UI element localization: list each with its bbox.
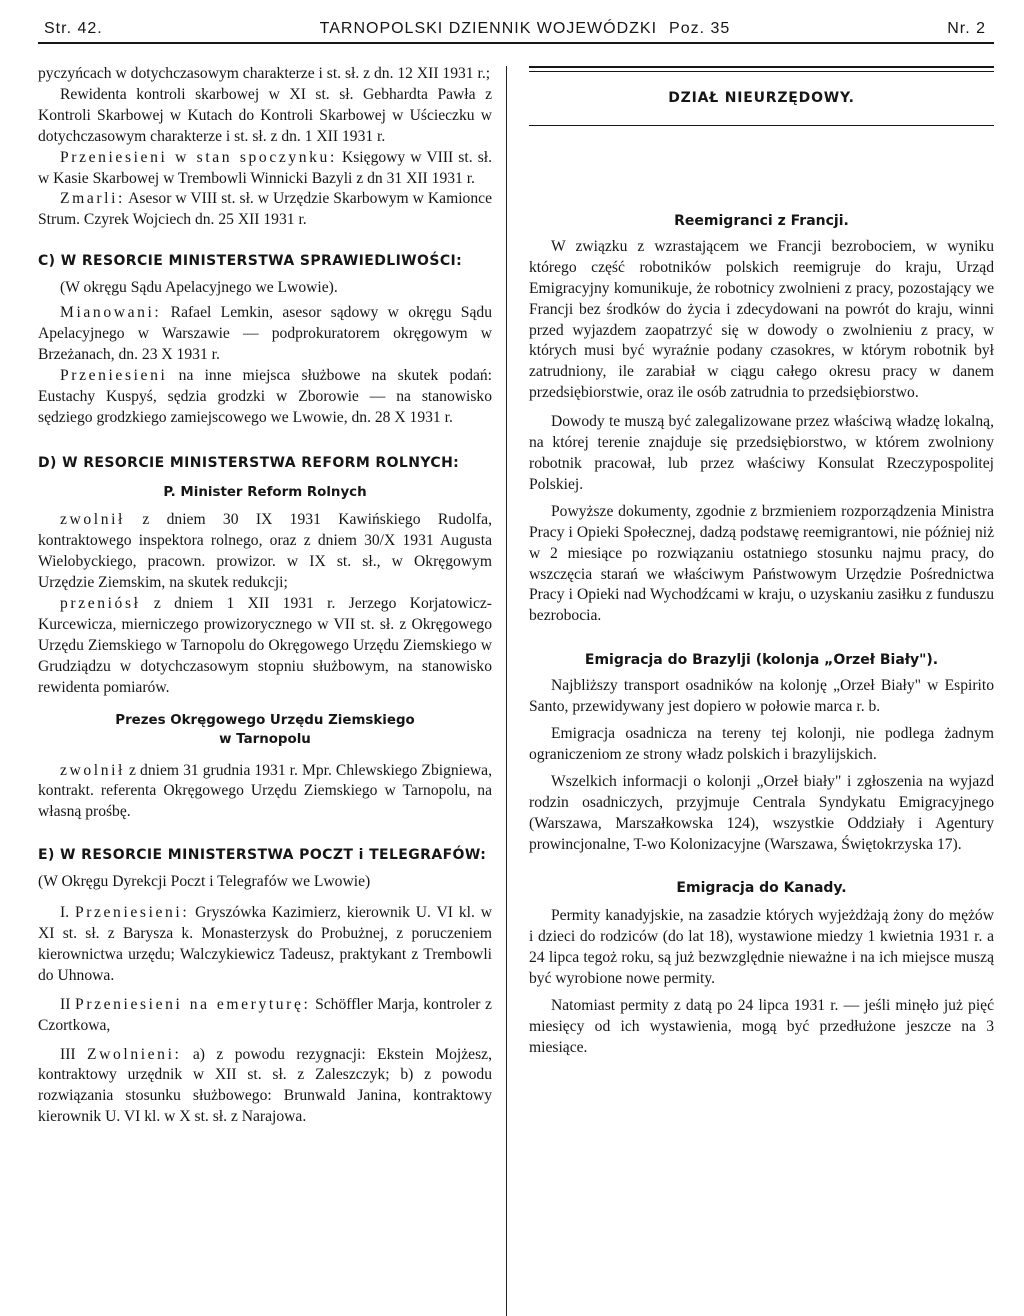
lead-word: Mianowani:	[60, 304, 162, 322]
paragraph: pyczyńcach w dotychczasowym charakterze i st. sł. z dn. 12 XII 1931 r.;	[38, 65, 491, 82]
lead-word: Przeniesieni na emeryturę:	[75, 995, 311, 1013]
paragraph: Permity kanadyjskie, na zasadzie których wyjeżdżają żony do mężów i dzieci do rodziców (do lat 18), wystawione miedzy 1 kwietnia 1931 r. a 24 lipca tegoż roku, są już bezwzględnie nieważne i na ich miejsce muszą być wyrobione nowe permity.	[529, 907, 994, 988]
section-subheading: (W okręgu Sądu Apelacyjnego we Lwowie).	[60, 279, 338, 297]
paragraph: Emigracja osadnicza na tereny tej kolonji, nie podlega żadnym ograniczeniom ze strony władz polskich i brazylijskich.	[529, 725, 994, 763]
paragraph: Przeniesieni na inne miejsca służbowe na skutek podań: Eustachy Kuspyś, sędzia grodzki w Zborowie — na stanowisko sędziego grodzkiego zamiejscowego we Lwowie, dn. 28 X 1931 r.	[38, 366, 492, 426]
lead-word: zwolnił	[60, 511, 125, 529]
paragraph: przeniósł z dniem 1 XII 1931 r. Jerzego Korjatowicz-Kurcewicza, mierniczego prowizorycznego w VII st. sł. z Okręgowego Urzędu Ziemskiego w Tarnopolu do Okręgowego Urzędu Ziemskiego w Grudziądzu w dotychczasowym stopniu służbowym, na stanowisko rewidenta pomiarów.	[38, 595, 492, 696]
lead-word: zwolnił	[60, 761, 125, 779]
paragraph: Najbliższy transport osadników na kolonję „Orzeł Biały" w Espirito Santo, przewidywany jest dopiero w połowie marca r. b.	[529, 677, 994, 716]
paragraph: I. Przeniesieni: Gryszówka Kazimierz, kierownik U. VI kl. w XI st. sł. z Barysza k. Monasterzysk do Probużnej, z poruczeniem kierownictwa urzędu; Walczykiewicz Tadeusz, praktykant z Trembowli do Uhnowa.	[38, 904, 492, 984]
lead-word: Przeniesieni	[60, 366, 168, 384]
lead-word: przeniósł	[60, 595, 141, 613]
header-center	[320, 20, 731, 38]
columns	[38, 64, 994, 1316]
lead-word: Zmarli:	[60, 190, 125, 208]
minister-heading: P. Minister Reform Rolnych	[163, 485, 367, 501]
paragraph: II Przeniesieni na emeryturę: Schöffler Marja, kontroler z Czortkowa,	[38, 995, 492, 1034]
section-heading-e: E) W RESORCIE MINISTERSTWA POCZT i TELEGRAFÓW:	[38, 847, 487, 864]
heading-kanada: Emigracja do Kanady.	[676, 880, 847, 897]
section-subheading: (W Okręgu Dyrekcji Poczt i Telegrafów we Lwowie)	[38, 873, 371, 891]
paragraph: Wszelkich informacji o kolonji „Orzeł biały" i zgłoszenia na wyjazd rodzin osadniczych, przyjmuje Centrala Syndykatu Emigracyjnego (Warszawa, Marszałkowska 124), wszystkie Oddziały i Agentury prowincjonalne, T-wo Kolonizacyjne (Warszawa, Świętokrzyska 17).	[529, 772, 994, 853]
lead-word: Zwolnieni:	[87, 1045, 182, 1063]
section-title-nonofficial: DZIAŁ NIEURZĘDOWY.	[668, 90, 855, 106]
lead-word: Przeniesieni w stan spoczynku:	[60, 148, 337, 166]
paragraph: Przeniesieni w stan spoczynku: Księgowy w VIII st. sł. w Kasie Skarbowej w Trembowli Winnicki Bazyli z dn 31 XII 1931 r.	[38, 148, 492, 187]
lead-word: Przeniesieni:	[74, 904, 190, 922]
paragraph: zwolnił z dniem 30 IX 1931 Kawińskiego Rudolfa, kontraktowego inspektora rolnego, oraz z dniem 30/X 1931 Augusta Wielobyckiego, pracown. prowizor. w IX st. sł., w Okręgowym Urzędzie Ziemskim, na skutek redukcji;	[38, 511, 492, 592]
page-number: Str. 42.	[44, 20, 103, 37]
running-header	[38, 12, 994, 44]
section-heading-d: D) W RESORCIE MINISTERSTWA REFORM ROLNYCH:	[38, 454, 460, 471]
paragraph: zwolnił z dniem 31 grudnia 1931 r. Mpr. Chlewskiego Zbigniewa, kontrakt. referenta Okręgowego Urzędu Ziemskiego w Tarnopolu, na własną prośbę.	[38, 761, 492, 821]
issue-number: Nr. 2	[947, 20, 986, 37]
section-heading-c: C) W RESORCIE MINISTERSTWA SPRAWIEDLIWOŚCI:	[38, 253, 463, 270]
paragraph: Mianowani: Rafael Lemkin, asesor sądowy w okręgu Sądu Apelacyjnego w Warszawie — podprokuratorem okręgowym w Brzeżanach, dn. 23 X 1931 r.	[38, 304, 492, 363]
prezes-heading: Prezes Okręgowego Urzędu Ziemskiego w Tarnopolu	[115, 712, 415, 747]
left-column	[38, 64, 506, 1316]
rule-bottom	[529, 125, 994, 128]
journal-title: TARNOPOLSKI DZIENNIK WOJEWÓDZKI	[319, 20, 658, 37]
heading-reemigranci: Reemigranci z Francji.	[674, 212, 849, 229]
paragraph: Natomiast permity z datą po 24 lipca 1931 r. — jeśli minęło już pięć miesięcy od ich wystawienia, mogą być przedłużone jeszcze na 3 miesiące.	[529, 997, 994, 1056]
paragraph: Zmarli: Asesor w VIII st. sł. w Urzędzie Skarbowym w Kamionce Strum. Czyrek Wojciech dn. 25 XII 1931 r.	[38, 190, 492, 229]
position-number: Poz. 35	[669, 20, 731, 37]
rule-top	[529, 66, 994, 72]
right-column	[507, 64, 994, 1316]
paragraph: III Zwolnieni: a) z powodu rezygnacji: Ekstein Mojżesz, kontraktowy urzędnik w XII st. sł. z Zaleszczyk; b) z powodu rozwiązania stosunku służbowego: Brunwald Janina, kontraktowy kierownik U. VI kl. w X st. sł. z Narajowa.	[38, 1045, 492, 1126]
paragraph: Powyższe dokumenty, zgodnie z brzmieniem rozporządzenia Ministra Pracy i Opieki Społecznej, dadzą podstawę reemigrantowi, nie później niż w 2 miesiące po rozwiązaniu ostatniego stosunku najmu pracy, do wszczęcia starań we właściwym Państwowym Urzędzie Pośrednictwa Pracy i Opieki nad Wychodźcami w kraju, o uzyskaniu zasiłku z funduszu bezrobocia.	[529, 502, 994, 625]
paragraph: Dowody te muszą być zalegalizowane przez właściwą władzę lokalną, na której terenie znajduje się przedsiębiorstwo, w którem zwolniony robotnik pracował, lub przez właściwy Konsulat Rzeczypospolitej Polskiej.	[529, 413, 994, 493]
heading-brazylja: Emigracja do Brazylji (kolonja „Orzeł Biały").	[584, 652, 939, 669]
paragraph: W związku z wzrastającem we Francji bezrobociem, w wyniku którego część robotników polskich reemigruje do kraju, Urząd Emigracyjny komunikuje, że robotnicy zwolnieni z pracy, pozostający we Francji bez środków do życia i zdecydowani na powrót do kraju, winni przed wyjazdem zaopatrzyć się w dowody o zwolnieniu z pracy, w których musi być wyraźnie podany czasokres, w którym robotnik był zatrudniony, ile zarabiał w ciągu całego okresu pracy w danem przedsiębiorstwie, oraz ile osób zatrudnia to przedsiębiorstwo.	[529, 237, 994, 402]
paragraph: Rewidenta kontroli skarbowej w XI st. sł. Gebhardta Pawła z Kontroli Skarbowej w Kutach do Kontroli Skarbowej w Uścieczku w dotychczasowym charakterze i st. sł. z dn. 1 XII 1931 r.	[38, 85, 492, 145]
